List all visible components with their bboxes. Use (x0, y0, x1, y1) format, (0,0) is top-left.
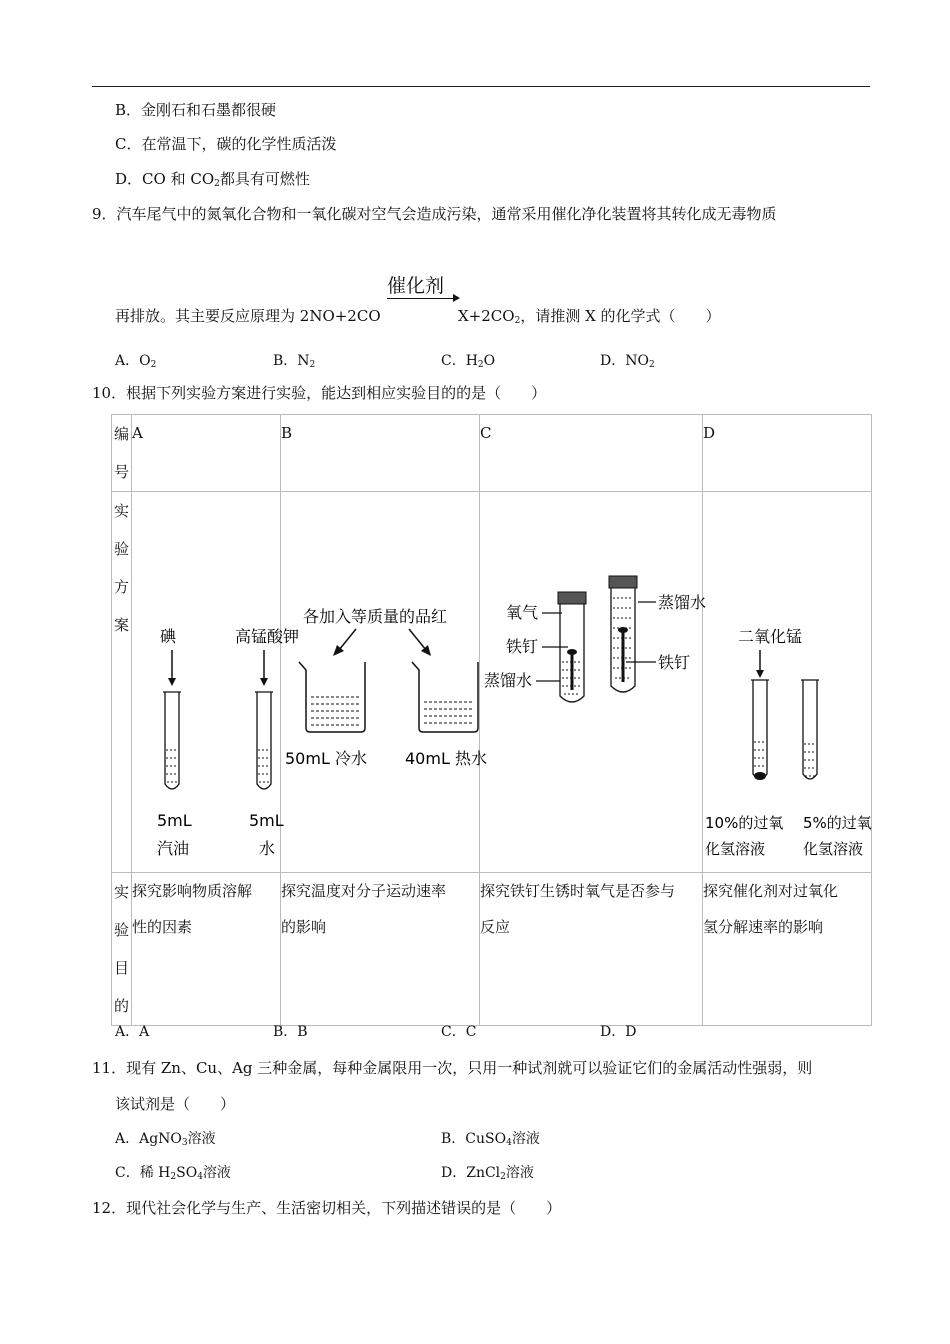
row-head-id: 编 号 (112, 415, 132, 492)
hot-water-label: 40mL 热水 (405, 749, 487, 768)
diagram-c (480, 492, 707, 868)
beaker-hot (412, 662, 478, 732)
test-tube-water (255, 692, 273, 789)
q10-option-c[interactable]: C．C (441, 1024, 477, 1040)
nail-label-1: 铁钉 (506, 637, 539, 656)
diagram-b (281, 492, 487, 868)
diagram-a (132, 492, 300, 868)
q11-option-a[interactable]: A．AgNO$_3$溶液 (115, 1131, 216, 1148)
water-label: 水 (259, 839, 276, 858)
q10-stem: 10．根据下列实验方案进行实验，能达到相应实验目的的是（ ） (92, 384, 547, 402)
q9-option-a[interactable]: A．$O_2$ (115, 353, 157, 370)
q12-stem: 12．现代社会化学与生产、生活密切相关，下列描述错误的是（ ） (92, 1199, 562, 1217)
water-label-1: 蒸馏水 (484, 671, 533, 690)
vol-label-2: 5mL (249, 811, 284, 830)
table-row-plan (112, 492, 872, 873)
q8-option-b: B．金刚石和石墨都很硬 (115, 101, 277, 119)
row-head-plan: 实 验 方 案 (112, 492, 132, 873)
experiment-table (111, 414, 872, 1026)
goal-cell-b: 探究温度对分子运动速率 的影响 (281, 873, 480, 1026)
col-head-a: A (132, 415, 281, 492)
iodine-label: 碘 (160, 627, 177, 646)
table-row-id (112, 415, 872, 492)
table-row-goal (112, 873, 872, 1026)
plan-cell-a (132, 492, 300, 873)
plan-cell-c (480, 492, 707, 873)
q11-stem-line2: 该试剂是（ ） (115, 1095, 236, 1113)
goal-cell-c: 探究铁钉生锈时氧气是否参与 反应 (480, 873, 703, 1026)
goal-cell-a: 探究影响物质溶解 性的因素 (132, 873, 281, 1026)
q11-option-c[interactable]: C．稀 $H_2SO_4$溶液 (115, 1165, 231, 1182)
q8-option-c: C．在常温下，碳的化学性质活泼 (115, 135, 337, 153)
q10-option-b[interactable]: B．B (273, 1024, 308, 1040)
dye-label: 各加入等质量的品红 (303, 607, 448, 626)
diagram-d (703, 492, 872, 868)
col-head-c: C (480, 415, 703, 492)
goal-cell-d: 探究催化剂对过氧化 氢分解速率的影响 (703, 873, 872, 1026)
reaction-arrow (387, 298, 455, 299)
row-head-goal: 实 验 目 的 (112, 873, 132, 1026)
q9-reaction-line: 再排放。其主要反应原理为 2NO+2CO (115, 307, 381, 325)
mno2-label: 二氧化锰 (738, 627, 803, 646)
q11-option-d[interactable]: D．ZnCl$_2$溶液 (441, 1165, 534, 1182)
q9-reaction-products: $X+2CO_2$，请推测 X 的化学式（ ） (458, 307, 721, 326)
h2o2-10-line2: 化氢溶液 (705, 840, 766, 858)
oxygen-label: 氧气 (506, 603, 539, 622)
h2o2-5-line1: 5%的过氧 (803, 814, 872, 832)
q10-option-a[interactable]: A．A (115, 1024, 150, 1040)
col-head-d: D (703, 415, 872, 492)
q9-option-b[interactable]: B．$N_2$ (273, 353, 316, 370)
test-tube-gasoline (163, 692, 181, 789)
plan-cell-d (703, 492, 872, 873)
q11-option-b[interactable]: B．CuSO$_4$溶液 (441, 1131, 540, 1148)
gasoline-label: 汽油 (157, 839, 190, 858)
q9-option-c[interactable]: C．$H_2O$ (441, 353, 496, 370)
q9-option-d[interactable]: D．$NO_2$ (600, 353, 655, 370)
kmno4-label: 高锰酸钾 (235, 627, 300, 646)
tube-10-percent (751, 680, 769, 780)
tube-5-percent (801, 680, 819, 779)
col-head-b: B (281, 415, 480, 492)
q11-stem-line1: 11．现有 Zn、Cu、Ag 三种金属，每种金属限用一次，只用一种试剂就可以验证它们的金属活动性强弱，则 (92, 1059, 813, 1077)
tube-boiled-water (609, 576, 637, 692)
arrow-head-icon (453, 294, 460, 302)
h2o2-5-line2: 化氢溶液 (803, 840, 864, 858)
q9-stem: 9．汽车尾气中的氮氧化合物和一氧化碳对空气会造成污染，通常采用催化净化装置将其转化成无毒物质 (92, 205, 777, 223)
cold-water-label: 50mL 冷水 (285, 749, 367, 768)
h2o2-10-line1: 10%的过氧 (705, 814, 784, 832)
plan-cell-b (281, 492, 487, 873)
header-rule (92, 86, 870, 87)
vol-label-1: 5mL (157, 811, 192, 830)
catalyst-label: 催化剂 (387, 275, 445, 297)
q10-option-d[interactable]: D．D (600, 1024, 637, 1040)
q8-option-d: D．CO 和 $CO_2$都具有可燃性 (115, 170, 310, 189)
nail-label-2: 铁钉 (658, 653, 691, 672)
water-label-2: 蒸馏水 (658, 593, 707, 612)
beaker-cold (299, 662, 365, 732)
